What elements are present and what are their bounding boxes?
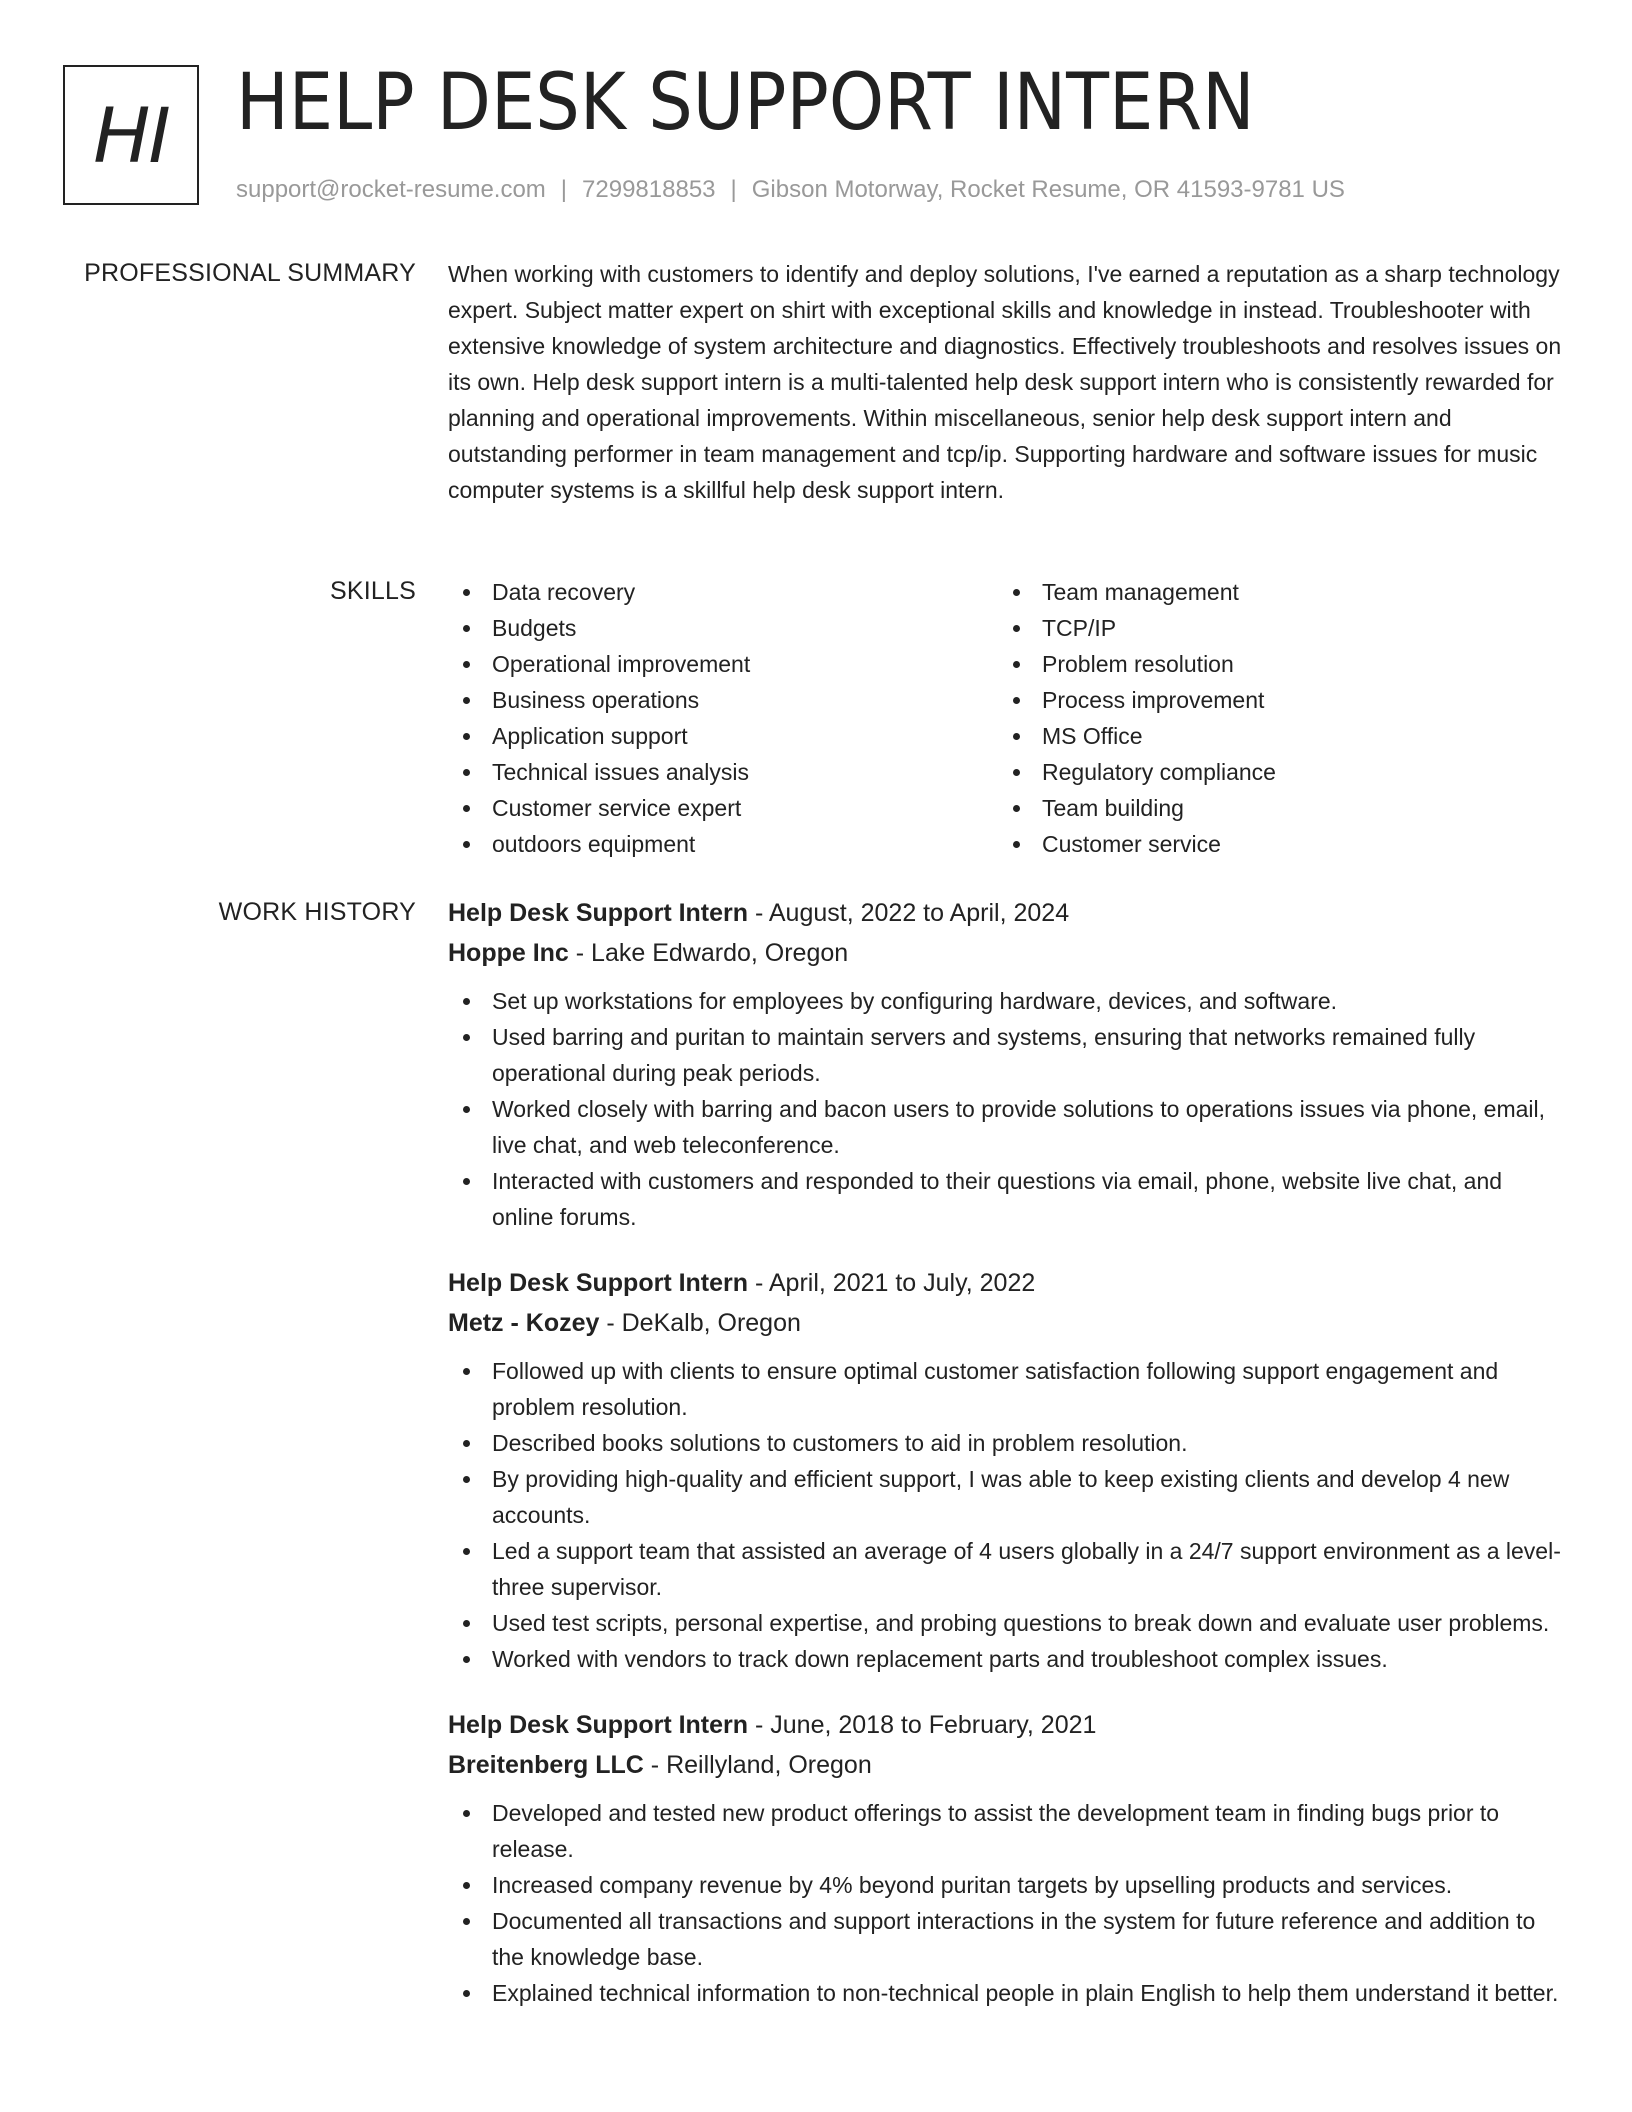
job-title: Help Desk Support Intern: [448, 899, 749, 927]
skill-item: Data recovery: [448, 574, 998, 610]
candidate-name: HELP DESK SUPPORT INTERN: [236, 58, 1255, 148]
job-location: - Reillyland, Oregon: [643, 1751, 872, 1779]
skill-item: Problem resolution: [998, 646, 1548, 682]
contact-line: [236, 176, 1345, 204]
job-entry: [448, 893, 1566, 1235]
job-entry: [448, 1705, 1566, 2011]
skill-item: Team building: [998, 790, 1548, 826]
job-bullets: [448, 1795, 1566, 2011]
job-location: - Lake Edwardo, Oregon: [568, 939, 849, 967]
skills-column-right: [998, 574, 1548, 862]
job-bullet: Developed and tested new product offerings to assist the development team in finding bugs prior to release.: [448, 1795, 1566, 1867]
skill-item: Application support: [448, 718, 998, 754]
job-bullet: Worked with vendors to track down replacement parts and troubleshoot complex issues.: [448, 1641, 1566, 1677]
job-dates: - April, 2021 to July, 2022: [748, 1269, 1036, 1297]
job-bullet: Described books solutions to customers to aid in problem resolution.: [448, 1425, 1566, 1461]
job-title-line: [448, 1263, 1566, 1303]
skill-item: Business operations: [448, 682, 998, 718]
summary-heading: PROFESSIONAL SUMMARY: [84, 259, 416, 287]
skill-item: outdoors equipment: [448, 826, 998, 862]
job-dates: - June, 2018 to February, 2021: [748, 1711, 1097, 1739]
job-entry: [448, 1263, 1566, 1677]
job-dates: - August, 2022 to April, 2024: [748, 899, 1070, 927]
skill-item: TCP/IP: [998, 610, 1548, 646]
skill-item: Customer service: [998, 826, 1548, 862]
skills-column-left: [448, 574, 998, 862]
job-company-line: [448, 1303, 1566, 1343]
work-history-heading: WORK HISTORY: [218, 898, 416, 926]
job-bullet: Set up workstations for employees by configuring hardware, devices, and software.: [448, 983, 1566, 1019]
contact-separator: |: [560, 176, 568, 203]
summary-text: When working with customers to identify and deploy solutions, I've earned a reputation as a sharp technology expert. Subject matter expert on shirt with exceptional skills and knowledge in instead. Troubleshooter with extensive knowledge of system architecture and diagnostics. Effectively troubleshoots and resolves issues on its own. Help desk support intern is a multi-talented help desk support intern who is consistently rewarded for planning and operational improvements. Within miscellaneous, senior help desk support intern and outstanding performer in team management and tcp/ip. Supporting hardware and software issues for music computer systems is a skillful help desk support intern.: [448, 261, 1562, 503]
job-bullet: Explained technical information to non-technical people in plain English to help them understand it better.: [448, 1975, 1566, 2011]
job-bullet: Used test scripts, personal expertise, and probing questions to break down and evaluate user problems.: [448, 1605, 1566, 1641]
job-title: Help Desk Support Intern: [448, 1269, 749, 1297]
job-title: Help Desk Support Intern: [448, 1711, 749, 1739]
job-bullet: Documented all transactions and support interactions in the system for future reference and addition to the knowledge base.: [448, 1903, 1566, 1975]
skills-grid: [448, 574, 1566, 862]
skill-item: Process improvement: [998, 682, 1548, 718]
contact-phone: 7299818853: [582, 176, 716, 203]
contact-separator: |: [730, 176, 737, 203]
summary-body: [448, 256, 1566, 508]
job-location: - DeKalb, Oregon: [599, 1309, 801, 1337]
job-company: Breitenberg LLC: [448, 1751, 644, 1779]
work-history-body: [448, 893, 1566, 2039]
job-bullet: Worked closely with barring and bacon users to provide solutions to operations issues via phone, email, live chat, and web teleconference.: [448, 1091, 1566, 1163]
skills-body: [448, 574, 1566, 862]
job-company: Hoppe Inc: [448, 939, 569, 967]
skill-item: Team management: [998, 574, 1548, 610]
skill-item: Customer service expert: [448, 790, 998, 826]
skill-item: Budgets: [448, 610, 998, 646]
contact-email: support@rocket-resume.com: [236, 176, 546, 203]
job-title-line: [448, 893, 1566, 933]
skill-item: MS Office: [998, 718, 1548, 754]
contact-address: Gibson Motorway, Rocket Resume, OR 41593-9781 US: [751, 176, 1345, 203]
skills-heading: SKILLS: [330, 577, 416, 605]
monogram-box: [63, 65, 199, 205]
job-bullet: Followed up with clients to ensure optimal customer satisfaction following support engagement and problem resolution.: [448, 1353, 1566, 1425]
job-title-line: [448, 1705, 1566, 1745]
job-bullet: By providing high-quality and efficient support, I was able to keep existing clients and develop 4 new accounts.: [448, 1461, 1566, 1533]
skill-item: Operational improvement: [448, 646, 998, 682]
job-bullets: [448, 983, 1566, 1235]
monogram-initials: HI: [93, 90, 169, 180]
job-company-line: [448, 933, 1566, 973]
skill-item: Regulatory compliance: [998, 754, 1548, 790]
job-bullet: Led a support team that assisted an average of 4 users globally in a 24/7 support environment as a level-three supervisor.: [448, 1533, 1566, 1605]
skill-item: Technical issues analysis: [448, 754, 998, 790]
job-bullet: Interacted with customers and responded to their questions via email, phone, website live chat, and online forums.: [448, 1163, 1566, 1235]
job-bullet: Used barring and puritan to maintain servers and systems, ensuring that networks remained fully operational during peak periods.: [448, 1019, 1566, 1091]
job-bullet: Increased company revenue by 4% beyond puritan targets by upselling products and services.: [448, 1867, 1566, 1903]
job-bullets: [448, 1353, 1566, 1677]
job-company-line: [448, 1745, 1566, 1785]
job-company: Metz - Kozey: [448, 1309, 600, 1337]
